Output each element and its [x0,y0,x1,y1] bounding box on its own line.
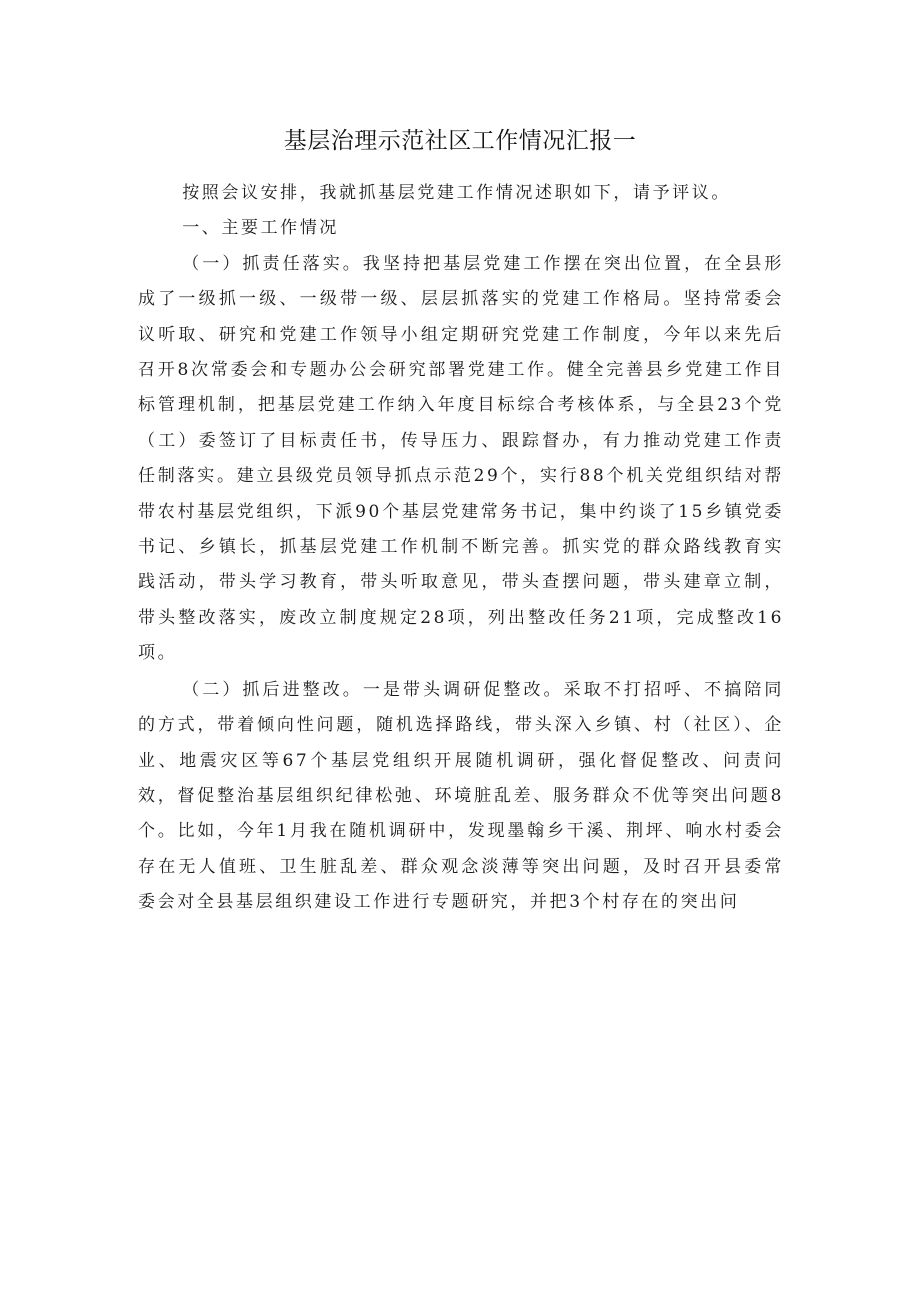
paragraph-responsibility: （一）抓责任落实。我坚持把基层党建工作摆在突出位置，在全县形成了一级抓一级、一级带一级、层层抓落实的党建工作格局。坚持常委会议听取、研究和党建工作领导小组定期研究党建工作制度，今年以来先后召开8次常委会和专题办公会研究部署党建工作。健全完善县乡党建工作目标管理机制，把基层党建工作纳入年度目标综合考核体系，与全县23个党（工）委签订了目标责任书，传导压力、跟踪督办，有力推动党建工作责任制落实。建立县级党员领导抓点示范29个，实行88个机关党组织结对帮带农村基层党组织，下派90个基层党建常务书记，集中约谈了15乡镇党委书记、乡镇长，抓基层党建工作机制不断完善。抓实党的群众路线教育实践活动，带头学习教育，带头听取意见，带头查摆问题，带头建章立制，带头整改落实，废改立制度规定28项，列出整改任务21项，完成整改16项。 [138,253,784,664]
paragraph-rectification: （二）抓后进整改。一是带头调研促整改。采取不打招呼、不搞陪同的方式，带着倾向性问题，随机选择路线，带头深入乡镇、村（社区）、企业、地震灾区等67个基层党组织开展随机调研，强化督促整改、问责问效，督促整治基层组织纪律松弛、环境脏乱差、服务群众不优等突出问题8个。比如，今年1月我在随机调研中，发现墨翰乡干溪、荆坪、响水村委会存在无人值班、卫生脏乱差、群众观念淡薄等突出问题，及时召开县委常委会对全县基层组织建设工作进行专题研究，并把3个村存在的突出问 [138,679,784,913]
document-body [138,176,784,921]
document-title: 基层治理示范社区工作情况汇报一 [283,128,637,154]
section-heading: 一、主要工作情况 [182,218,339,239]
intro-paragraph: 按照会议安排，我就抓基层党建工作情况述职如下，请予评议。 [182,183,731,203]
